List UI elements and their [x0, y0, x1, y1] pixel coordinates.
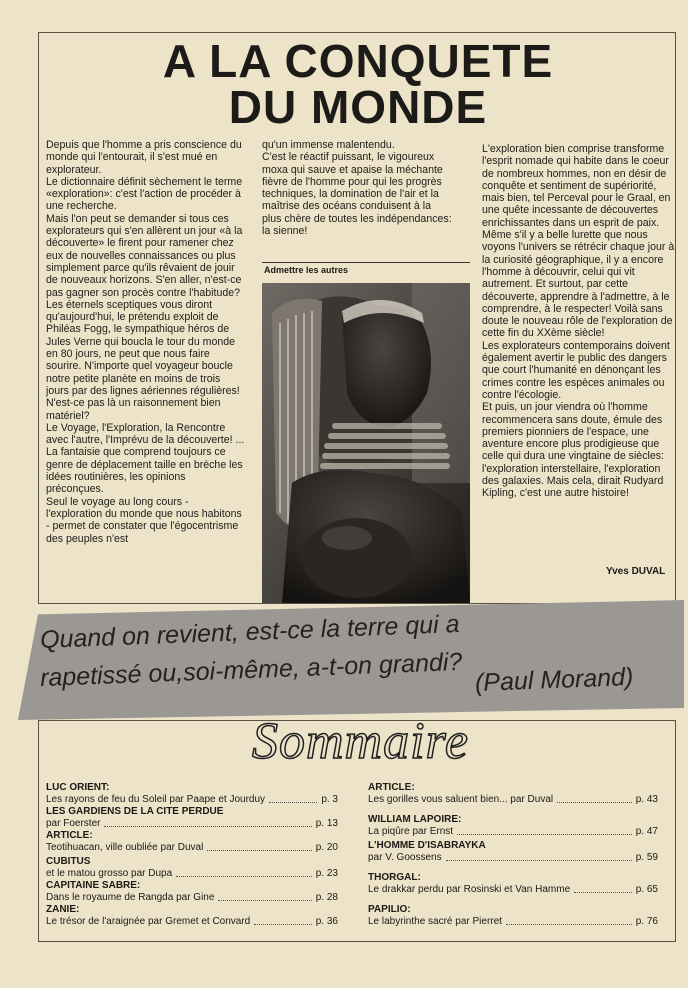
toc-entry-heading: THORGAL:: [368, 872, 421, 883]
toc-entry-text: et le matou grosso par Dupa: [46, 868, 173, 879]
article-column-2: qu'un immense malentendu. C'est le réactif puissant, le vigoureux moxa qui sauve et apaise la méchante fièvre de l'homme pour qui les progrès techniques, la domination de l'air et la maîtrise des océans conduisent à la plus chère de toutes les indépendances: la sienne!: [262, 139, 452, 238]
toc-entry-heading: WILLIAM LAPOIRE:: [368, 814, 462, 825]
toc-entry-page: p. 59: [635, 852, 658, 863]
toc-entry[interactable]: [46, 904, 338, 928]
portrait-photo: [262, 283, 470, 603]
toc-entry-page: p. 65: [635, 884, 658, 895]
toc-entry-heading: LES GARDIENS DE LA CITE PERDUE: [46, 806, 224, 817]
toc-entry-page: p. 28: [315, 892, 338, 903]
toc-leader: [269, 794, 317, 803]
toc-entry[interactable]: [368, 904, 658, 928]
article-column-1: Depuis que l'homme a pris conscience du monde qui l'entourait, il s'est mué en explorateur. Le dictionnaire définit sèchement le terme «exploration»: c'est l'action de procéder à une recherche. Mais l'on peut se demander si tous ces explorateurs qui s'en allèrent un jour «à la découverte» le firent pour ramener chez eux de nouvelles connaissances ou plus simplement parce qu'ils rêvaient de jouir de nouveaux horizons. S'en aller, n'est-ce pas gagner son procès contre l'habitude? Les éternels sceptiques vous diront qu'aujourd'hui, le prétendu exploit de Philéas Fogg, le sympathique héros de Jules Verne qui boucla le tour du monde en 80 jours, ne peut que nous faire sourire. N'importe quel voyageur boucle notre petite planète en moins de trois jours par des lignes aériennes régulières! N'est-ce pas là un raisonnement bien matériel? Le Voyage, l'Exploration, la Rencontre avec l'autre, l'Imprévu de la découverte! ... La fantaisie que comprend toujours ce genre de déplacement taille en brèche les idées routinières, les opinions préconçues. Seul le voyage au long cours - l'exploration du monde que nous habitons - permet de constater que l'égocentrisme des peuples n'est: [46, 139, 245, 545]
article-title: [40, 35, 676, 133]
toc-entry-text: Le drakkar perdu par Rosinski et Van Hamme: [368, 884, 571, 895]
toc-leader: [457, 826, 632, 835]
toc-leader: [104, 818, 311, 827]
sommaire-title: Sommaire: [252, 713, 469, 770]
toc-entry-text: par Foerster: [46, 818, 101, 829]
toc-entry[interactable]: [46, 856, 338, 880]
quote-attribution: (Paul Morand): [474, 662, 634, 698]
toc-entry-heading: ARTICLE:: [46, 830, 93, 841]
toc-entry-page: p. 47: [635, 826, 658, 837]
toc-entry-heading: ZANIE:: [46, 904, 80, 915]
toc-leader: [207, 842, 311, 851]
toc-leader: [557, 794, 632, 803]
toc-entry-text: Dans le royaume de Rangda par Gine: [46, 892, 215, 903]
toc-entry-text: Les gorilles vous saluent bien... par Duval: [368, 794, 554, 805]
author-signature: Yves DUVAL: [606, 566, 666, 577]
toc-entry-page: p. 43: [635, 794, 658, 805]
toc-entry-heading: CUBITUS: [46, 856, 91, 867]
toc-entry-heading: ARTICLE:: [368, 782, 415, 793]
toc-entry-page: p. 36: [315, 916, 338, 927]
title-line-1: A LA CONQUETE: [162, 35, 554, 87]
toc-entry[interactable]: [46, 806, 338, 830]
title-line-2: DU MONDE: [228, 81, 488, 133]
toc-entry-heading: L'HOMME D'ISABRAYKA: [368, 840, 486, 851]
toc-entry-page: p. 23: [315, 868, 338, 879]
toc-entry-page: p. 20: [315, 842, 338, 853]
toc-entry-text: Teotihuacan, ville oubliée par Duval: [46, 842, 204, 853]
portrait-photo-illustration: [262, 283, 470, 603]
toc-leader: [218, 892, 311, 901]
toc-entry[interactable]: [368, 872, 658, 896]
toc-leader: [506, 916, 632, 925]
toc-entry[interactable]: [46, 830, 338, 854]
toc-leader: [176, 868, 312, 877]
toc-entry-text: Les rayons de feu du Soleil par Paape et Jourduy: [46, 794, 266, 805]
toc-leader: [446, 852, 632, 861]
toc-leader: [254, 916, 312, 925]
toc-entry[interactable]: [368, 840, 658, 864]
toc-leader: [574, 884, 632, 893]
toc-entry-text: Le labyrinthe sacré par Pierret: [368, 916, 502, 927]
caption-divider: [262, 262, 470, 263]
article-column-3: L'exploration bien comprise transforme l'esprit nomade qui habite dans le coeur de nombreux hommes, non en désir de conquête et sentiment de supériorité, mais bien, tel Perceval pour le Graal, en une quête incessante de découvertes enrichissantes dans un esprit de paix. Même s'il y a belle lurette que nous voyons l'univers se rétrécir chaque jour à la curiosité géographique, il y a encore l'homme à découvrir, celui qui vit autrement. Et surtout, par cette découverte, apprendre à l'admettre, à le comprendre, à le respecter! Voilà sans doute le nouveau rôle de l'exploration de cette fin du XXème siècle! Les explorateurs contemporains doivent également avertir le public des dangers que court l'humanité en dénonçant les crimes contre les espèces animales ou contre l'écologie. Et puis, un jour viendra où l'homme recommencera sans doute, émule des premiers pionniers de l'espace, une aventure encore plus prodigieuse que celle qui dura une vingtaine de siècles: l'exploration interstellaire, l'exploration des galaxies. Mais cela, dirait Rudyard Kipling, c'est une autre histoire!: [482, 143, 675, 500]
toc-entry-page: p. 3: [321, 794, 338, 805]
toc-entry[interactable]: [46, 880, 338, 904]
toc-entry[interactable]: [368, 782, 658, 806]
toc-entry-page: p. 76: [635, 916, 658, 927]
toc-entry-heading: PAPILIO:: [368, 904, 411, 915]
toc-entry-heading: CAPITAINE SABRE:: [46, 880, 141, 891]
toc-entry-heading: LUC ORIENT:: [46, 782, 110, 793]
toc-entry-text: par V. Goossens: [368, 852, 442, 863]
toc-entry-text: Le trésor de l'araignée par Gremet et Convard: [46, 916, 251, 927]
quote-line-2: rapetissé ou,soi-même, a-t-on grandi?: [39, 647, 463, 693]
quote-line-1: Quand on revient, est-ce la terre qui a: [39, 609, 461, 655]
toc-entry[interactable]: [46, 782, 338, 806]
photo-caption: Admettre les autres: [264, 265, 349, 275]
toc-entry-page: p. 13: [315, 818, 338, 829]
toc-entry[interactable]: [368, 814, 658, 838]
toc-entry-text: La piqûre par Ernst: [368, 826, 454, 837]
